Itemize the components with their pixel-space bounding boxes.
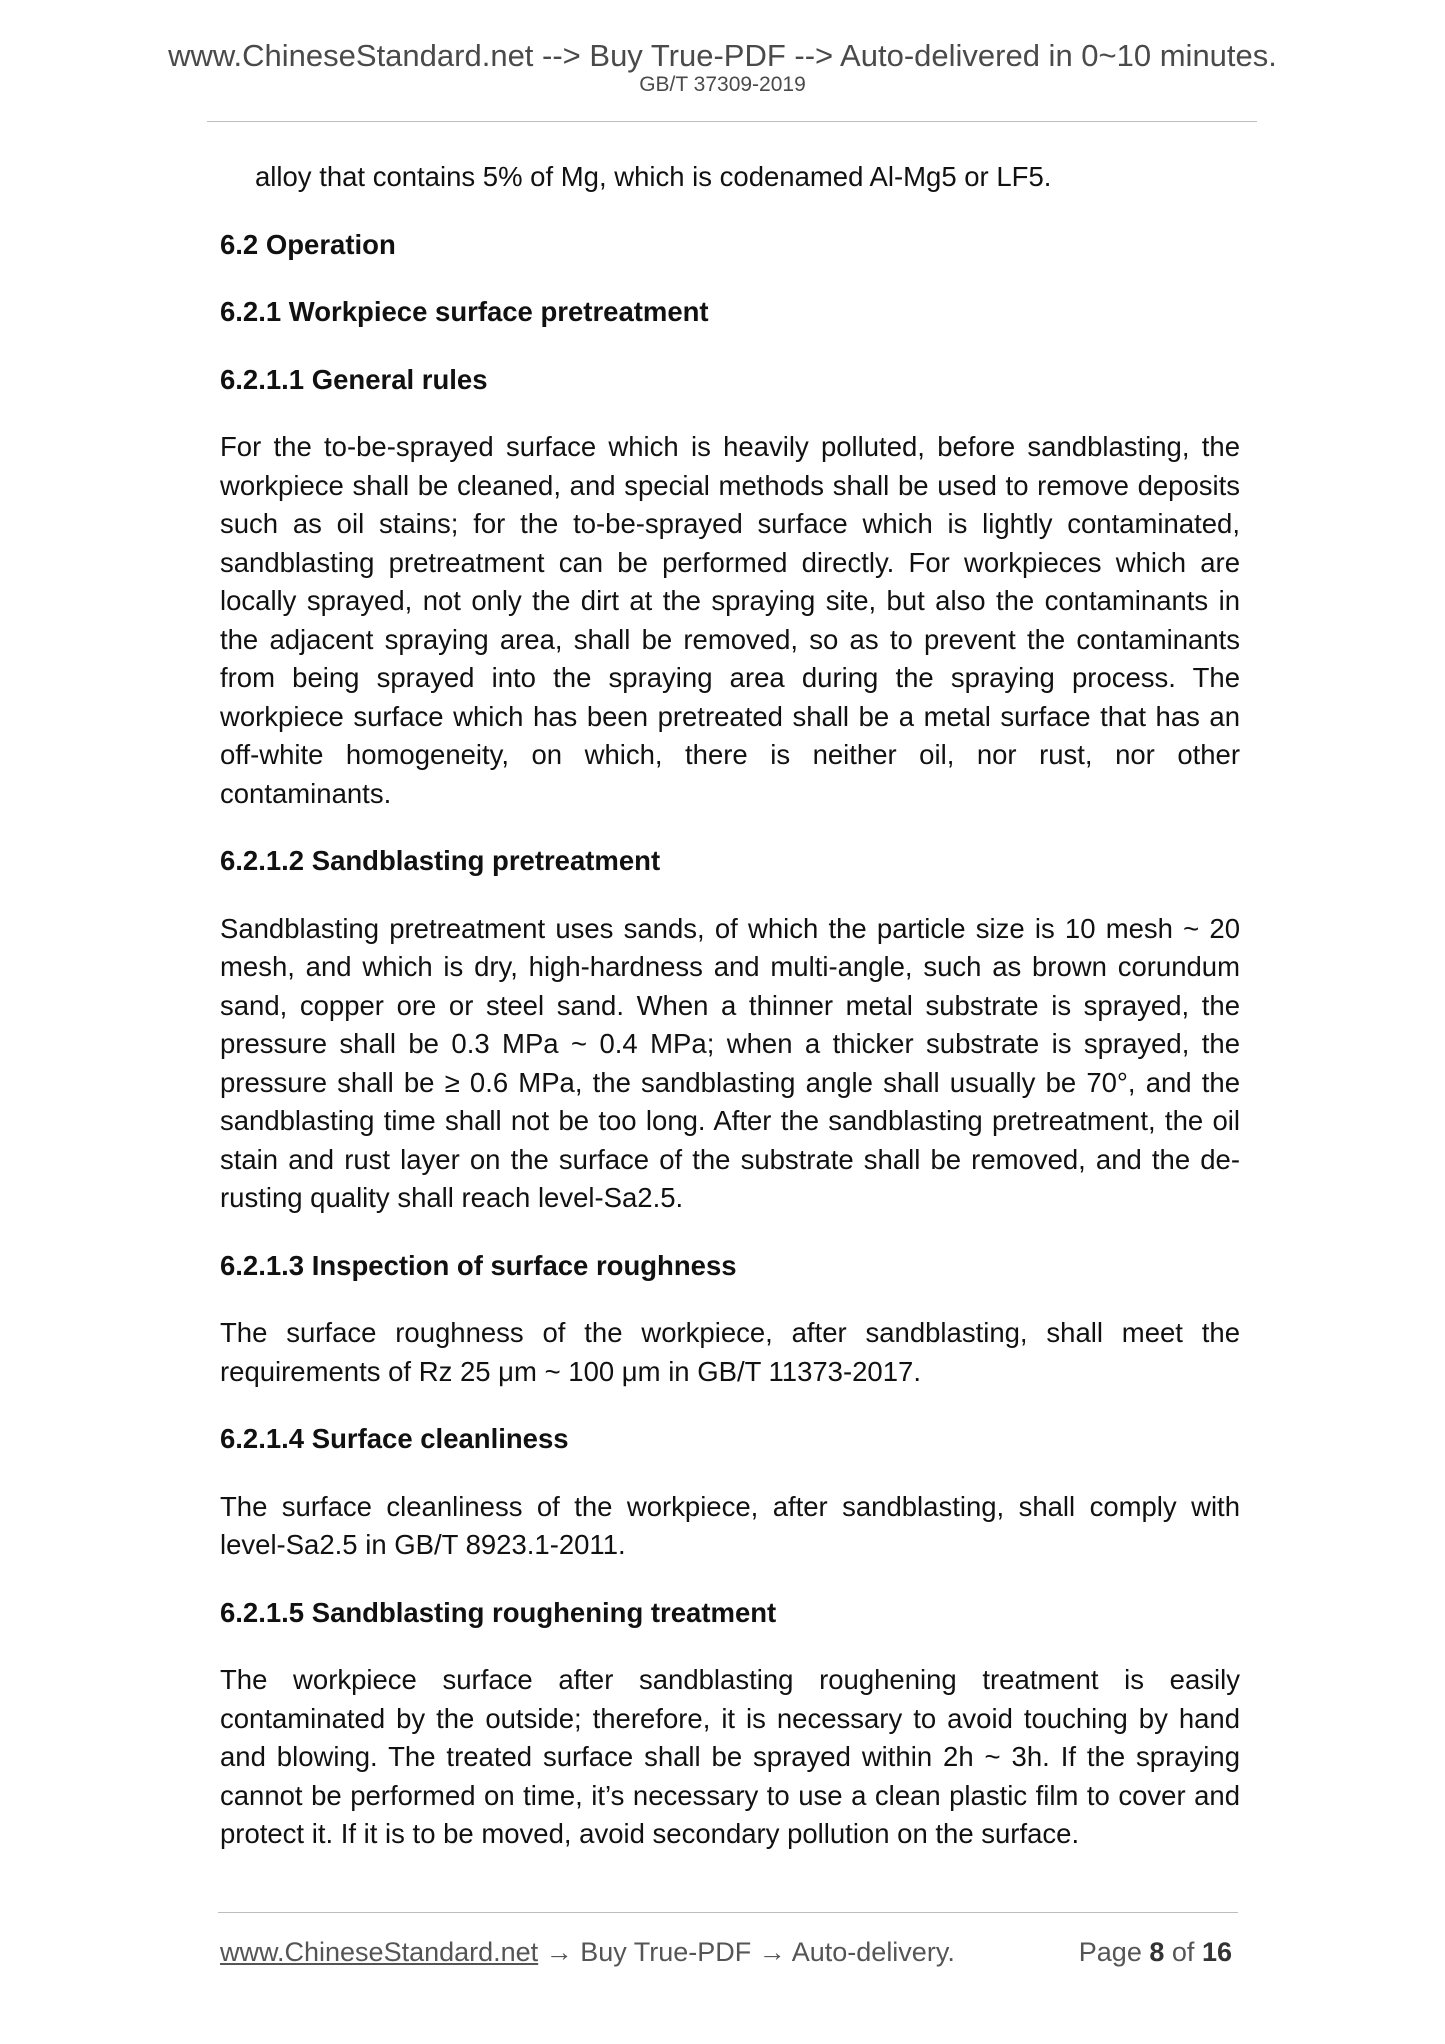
heading-6-2-1-3: 6.2.1.3 Inspection of surface roughness — [220, 1249, 737, 1281]
heading-6-2-1-1: 6.2.1.1 General rules — [220, 363, 488, 395]
heading-6-2-1-4: 6.2.1.4 Surface cleanliness — [220, 1423, 569, 1454]
paragraph-6-2-1-3: The surface roughness of the workpiece, after sandblasting, shall meet the requirements of Rz 25 μm ~ 100 μm in GB/T 11373-2017. — [220, 1317, 1240, 1387]
header-banner: www.ChineseStandard.net --> Buy True-PDF --> Auto-delivered in 0~10 minutes. — [168, 38, 1277, 73]
heading-6-2: 6.2 Operation — [220, 228, 396, 260]
paragraph-6-2-1-1: For the to-be-sprayed surface which is heavily polluted, before sandblasting, the workpiece shall be cleaned, and special methods shall be used to remove deposits such as oil stains; for the to-be-sprayed surface which is lightly contaminated, sandblasting pretreatment can be performed directly. For workpieces which are locally sprayed, not only the dirt at the spraying site, but also the contaminants in the adjacent spraying area, shall be removed, so as to prevent the contaminants from being sprayed into the spraying area during the spraying process. The workpiece surface which has been pretreated shall be a metal surface that has an off-white homogeneity, on which, there is neither oil, nor rust, nor other contaminants. — [220, 431, 1240, 809]
paragraph-6-2-1-2: Sandblasting pretreatment uses sands, of which the particle size is 10 mesh ~ 20 mesh, and which is dry, high-hardness and multi-angle, such as brown corundum sand, copper ore or steel sand. When a thinner metal substrate is sprayed, the pressure shall be 0.3 MPa ~ 0.4 MPa; when a thicker substrate is sprayed, the pressure shall be ≥ 0.6 MPa, the sandblasting angle shall usually be 70°, and the sandblasting time shall not be too long. After the sandblasting pretreatment, the oil stain and rust layer on the surface of the substrate shall be removed, and the de-rusting quality shall reach level-Sa2.5. — [220, 912, 1240, 1213]
page-total: 16 — [1201, 1937, 1232, 1967]
heading-6-2-1-2: 6.2.1.2 Sandblasting pretreatment — [220, 845, 661, 876]
document-body — [220, 158, 1240, 1854]
paragraph-6-2-1-4: The surface cleanliness of the workpiece, after sandblasting, shall comply with level-Sa2.5 in GB/T 8923.1-2011. — [220, 1490, 1240, 1560]
paragraph-6-2-1-5: The workpiece surface after sandblasting roughening treatment is easily contaminated by the outside; therefore, it is necessary to avoid touching by hand and blowing. The treated surface shall be sprayed within 2h ~ 3h. If the spraying cannot be performed on time, it’s necessary to use a clean plastic film to cover and protect it. If it is to be moved, avoid secondary pollution on the surface. — [220, 1664, 1240, 1849]
page-of: of — [1171, 1937, 1195, 1967]
continuation-text: alloy that contains 5% of Mg, which is codenamed Al-Mg5 or LF5. — [255, 161, 1052, 192]
header-divider — [207, 121, 1257, 122]
footer-tagline: → Buy True-PDF → Auto-delivery. — [538, 1937, 955, 1967]
page-current: 8 — [1149, 1937, 1165, 1967]
page-label: Page — [1078, 1937, 1142, 1967]
footer-left — [220, 1932, 955, 1972]
heading-6-2-1: 6.2.1 Workpiece surface pretreatment — [220, 296, 709, 327]
footer-divider — [218, 1912, 1238, 1913]
page-indicator — [1079, 1932, 1232, 1972]
standard-number: GB/T 37309-2019 — [639, 73, 806, 96]
footer-site-link[interactable]: www.ChineseStandard.net — [220, 1937, 539, 1967]
heading-6-2-1-5: 6.2.1.5 Sandblasting roughening treatment — [220, 1596, 777, 1628]
page-footer — [220, 1932, 1232, 1972]
